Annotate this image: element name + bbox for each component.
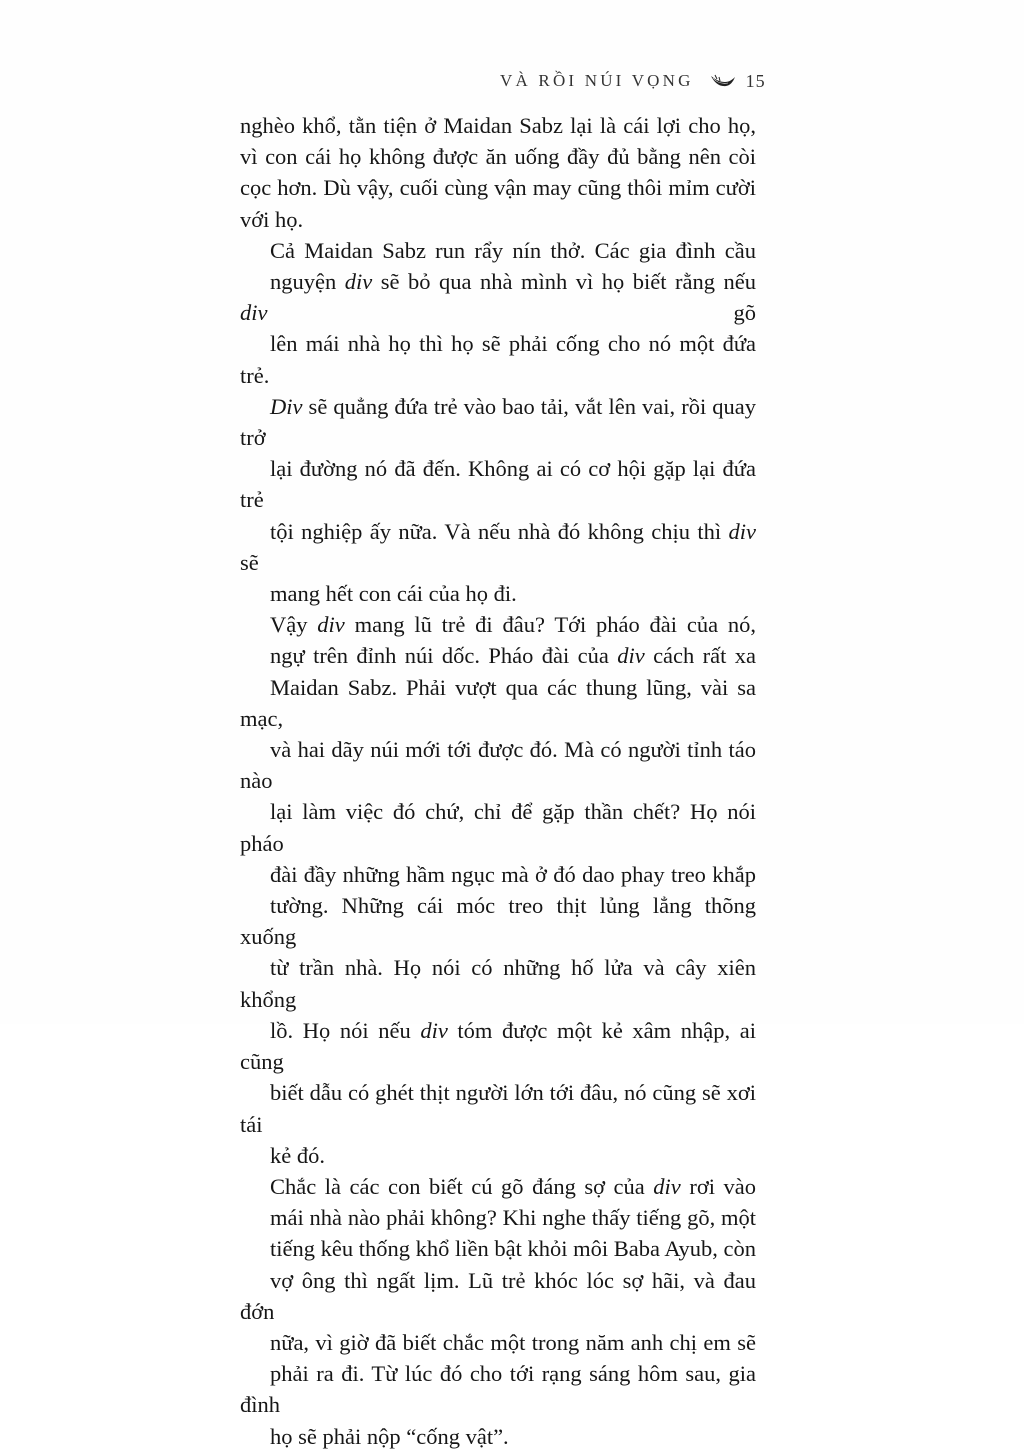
text-line: vợ ông thì ngất lịm. Lũ trẻ khóc lóc sợ hãi, và đau đớn — [240, 1267, 756, 1324]
text-line: biết dẫu có ghét thịt người lớn tới đâu, nó cũng sẽ xơi tái — [240, 1080, 756, 1137]
text-line: họ sẽ phải nộp “cống vật”. — [270, 1423, 509, 1449]
text-line: kẻ đó. — [270, 1142, 325, 1168]
text-line: mang hết con cái của họ đi. — [270, 581, 517, 607]
text-line: lại làm việc đó chứ, chỉ để gặp thần chết? Họ nói pháo — [240, 799, 756, 856]
text-line: lại đường nó đã đến. Không ai có cơ hội gặp lại đứa trẻ — [240, 456, 756, 513]
feather-quill-icon — [710, 72, 736, 90]
text-line: lên mái nhà họ thì họ sẽ phải cống cho nó một đứa trẻ. — [240, 331, 756, 388]
text-line: tường. Những cái móc treo thịt lủng lẳng thõng xuống — [240, 893, 756, 950]
text-line: phải ra đi. Từ lúc đó cho tới rạng sáng hôm sau, gia đình — [240, 1361, 756, 1418]
text-line: và hai dãy núi mới tới được đó. Mà có người tỉnh táo nào — [240, 737, 756, 794]
text-line: Vậy div mang lũ trẻ đi đâu? Tới pháo đài của nó, — [270, 612, 756, 638]
text-line: Maidan Sabz. Phải vượt qua các thung lũng, vài sa mạc, — [240, 674, 756, 731]
text-line: với họ. — [240, 206, 304, 232]
text-line: Chắc là các con biết cú gõ đáng sợ của div rơi vào — [270, 1173, 756, 1199]
paragraph — [240, 235, 756, 609]
text-line: vì con cái họ không được ăn uống đầy đủ bằng nên còi — [240, 144, 756, 170]
text-line: lồ. Họ nói nếu div tóm được một kẻ xâm nhập, ai cũng — [240, 1017, 756, 1075]
text-line: nữa, vì giờ đã biết chắc một trong năm anh chị em sẽ — [270, 1329, 756, 1355]
running-title: VÀ RỒI NÚI VỌNG — [500, 71, 694, 90]
text-line: cọc hơn. Dù vậy, cuối cùng vận may cũng thôi mỉm cười — [240, 175, 756, 201]
text-line: tiếng kêu thống khổ liền bật khỏi môi Baba Ayub, còn — [270, 1236, 756, 1262]
paragraph — [240, 1171, 756, 1452]
paragraph — [240, 110, 756, 235]
text-line: từ trần nhà. Họ nói có những hố lửa và cây xiên khổng — [240, 955, 756, 1012]
text-line: đài đầy những hầm ngục mà ở đó dao phay treo khắp — [270, 861, 756, 887]
body-text — [240, 110, 756, 1452]
text-line: mái nhà nào phải không? Khi nghe thấy tiếng gõ, một — [270, 1205, 756, 1231]
text-line: nghèo khổ, tằn tiện ở Maidan Sabz lại là cái lợi cho họ, — [240, 113, 756, 138]
text-line: Cả Maidan Sabz run rẩy nín thở. Các gia đình cầu — [270, 237, 756, 263]
text-line: ngự trên đỉnh núi dốc. Pháo đài của div cách rất xa — [270, 643, 756, 669]
text-line: tội nghiệp ấy nữa. Và nếu nhà đó không chịu thì div sẽ — [240, 518, 756, 575]
paragraph — [240, 609, 756, 1171]
running-header — [500, 66, 766, 96]
text-line: nguyện div sẽ bỏ qua nhà mình vì họ biết rằng nếu div gõ — [240, 269, 756, 326]
page-number: 15 — [745, 70, 766, 91]
text-line: Div sẽ quẳng đứa trẻ vào bao tải, vắt lên vai, rồi quay trở — [240, 393, 756, 451]
